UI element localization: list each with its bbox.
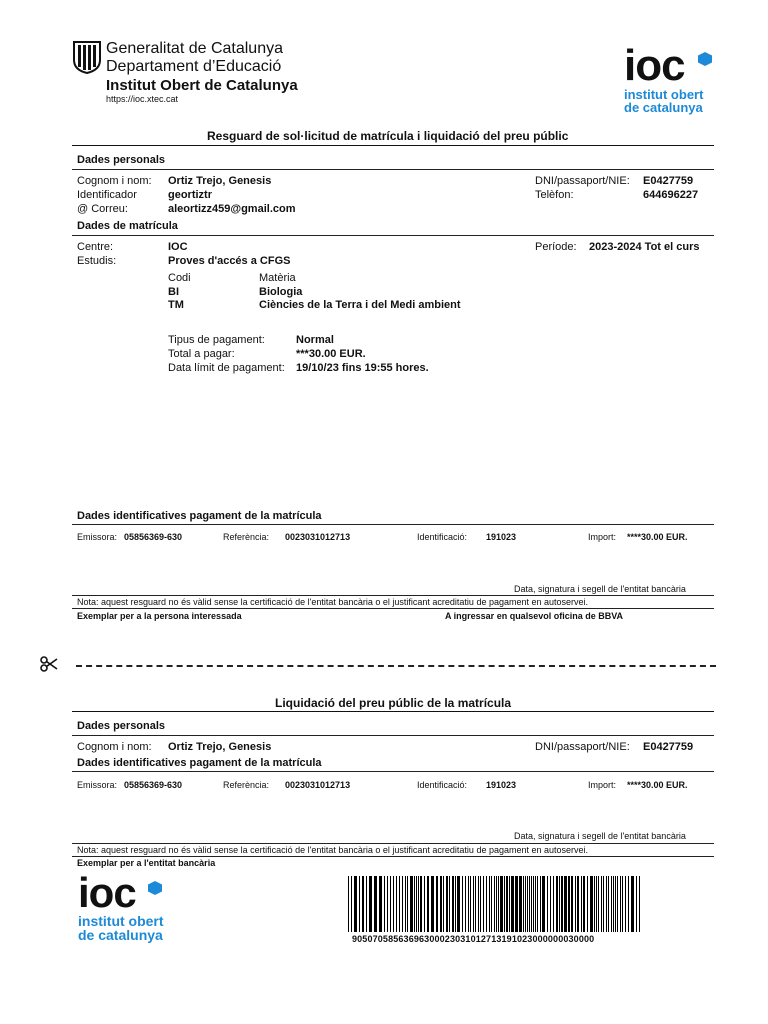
barcode-bar [515, 876, 518, 932]
divider [72, 235, 714, 236]
ioc-logo-sub1: institut obert [624, 87, 704, 102]
barcode-bar [455, 876, 456, 932]
barcode-bar [504, 876, 505, 932]
barcode-bar [405, 876, 406, 932]
divider [72, 169, 714, 170]
cut-line [76, 665, 716, 667]
barcode-bar [606, 876, 607, 932]
identification-value: 191023 [486, 780, 517, 790]
barcode-bar [639, 876, 640, 932]
barcode-bar [559, 876, 560, 932]
studies-value: Proves d'accés a CFGS [168, 255, 291, 267]
subject-name: Biologia [259, 286, 303, 298]
barcode-bar [379, 876, 382, 932]
divider [72, 608, 714, 609]
reference-value: 0023031012713 [285, 780, 351, 790]
barcode-bar [500, 876, 503, 932]
centre-value: IOC [168, 241, 188, 253]
ioc-logo [624, 41, 704, 115]
personal-heading: Dades personals [77, 720, 166, 732]
barcode-bar [527, 876, 528, 932]
barcode-bar [494, 876, 495, 932]
issuer-label: Emissora: [77, 532, 118, 542]
divider [72, 856, 714, 857]
barcode-bar [351, 876, 352, 932]
studies-label: Estudis: [77, 255, 117, 267]
barcode-bar [465, 876, 466, 932]
barcode-bar [452, 876, 454, 932]
reference-value: 0023031012713 [285, 532, 351, 542]
personal-heading: Dades personals [77, 154, 166, 166]
barcode-bar [577, 876, 579, 932]
barcode-bar [525, 876, 526, 932]
barcode-bar [486, 876, 487, 932]
barcode-bar [436, 876, 438, 932]
issuer-value: 05856369-630 [124, 780, 183, 790]
period-value: 2023-2024 Tot el curs [589, 241, 700, 253]
amount-value: ****30.00 EUR. [627, 780, 688, 790]
barcode-bar [446, 876, 448, 932]
barcode-bar [498, 876, 499, 932]
barcode-bar [431, 876, 434, 932]
barcode-bar [443, 876, 444, 932]
barcode-bar [420, 876, 422, 932]
ioc-logo-sub1: institut obert [78, 913, 164, 929]
barcode-bar [354, 876, 357, 932]
barcode-bar [440, 876, 442, 932]
dni-value: E0427759 [643, 741, 694, 753]
barcode-bar [615, 876, 616, 932]
barcode-bar [625, 876, 626, 932]
barcode-bar [462, 876, 463, 932]
barcode-bar [603, 876, 604, 932]
barcode-bar [568, 876, 570, 932]
barcode-bar [540, 876, 541, 932]
barcode-bar [636, 876, 637, 932]
barcode [346, 876, 642, 932]
barcode-bar [628, 876, 629, 932]
barcode-bar [553, 876, 554, 932]
barcode-bar [390, 876, 391, 932]
barcode-bar [590, 876, 593, 932]
institute-name: Institut Obert de Catalunya [106, 77, 298, 94]
barcode-bar [511, 876, 514, 932]
subjects-subject-header: Matèria [259, 272, 296, 284]
scissors-icon [40, 656, 58, 672]
barcode-bar [596, 876, 597, 932]
divider [72, 595, 714, 596]
barcode-bar [561, 876, 563, 932]
barcode-bar [480, 876, 481, 932]
identification-label: Identificació: [417, 780, 468, 790]
validity-note: Nota: aquest resguard no és vàlid sense la certificació de l'entitat bancària o el justificant acreditatiu de pagament en autoservei. [77, 845, 589, 855]
reference-label: Referència: [223, 532, 270, 542]
centre-label: Centre: [77, 241, 114, 253]
divider [72, 711, 714, 712]
barcode-bar [362, 876, 364, 932]
barcode-bar [581, 876, 582, 932]
amount-value: ****30.00 EUR. [627, 532, 688, 542]
deadline-label: Data límit de pagament: [168, 362, 285, 374]
name-label: Cognom i nom: [77, 741, 152, 753]
barcode-bar [537, 876, 538, 932]
email-label: @ Correu: [77, 203, 128, 215]
barcode-bar [468, 876, 469, 932]
receipt-title: Resguard de sol·licitud de matrícula i liquidació del preu públic [207, 129, 569, 143]
barcode-bar [496, 876, 497, 932]
barcode-bar [489, 876, 490, 932]
barcode-bar [369, 876, 372, 932]
barcode-bar [475, 876, 476, 932]
barcode-bar [414, 876, 415, 932]
copy-label: Exemplar per a la persona interessada [77, 611, 242, 621]
enrol-heading: Dades de matrícula [77, 220, 178, 232]
divider [72, 771, 714, 772]
barcode-bar [457, 876, 460, 932]
subject-name: Ciències de la Terra i del Medi ambient [259, 299, 461, 311]
ioc-logo-sub2: de catalunya [624, 100, 703, 115]
barcode-bar [547, 876, 548, 932]
barcode-bar [387, 876, 388, 932]
barcode-bar [407, 876, 408, 932]
barcode-bar [399, 876, 400, 932]
divider [72, 843, 714, 844]
pay-heading: Dades identificatives pagament de la matrícula [77, 757, 322, 769]
name-value: Ortiz Trejo, Genesis [168, 741, 272, 753]
divider [72, 524, 714, 525]
liquidation-title: Liquidació del preu públic de la matrícula [275, 696, 512, 710]
ioc-logo-sub2: de catalunya [78, 927, 163, 943]
barcode-bar [611, 876, 612, 932]
barcode-bar [509, 876, 510, 932]
barcode-bar [424, 876, 425, 932]
barcode-bar [575, 876, 576, 932]
bank-signature-label: Data, signatura i segell de l'entitat bancària [514, 831, 686, 841]
email-value: aleortizz459@gmail.com [168, 203, 296, 215]
bank-signature-label: Data, signatura i segell de l'entitat bancària [514, 584, 686, 594]
barcode-bar [556, 876, 558, 932]
validity-note: Nota: aquest resguard no és vàlid sense la certificació de l'entitat bancària o el justificant acreditatiu de pagament en autoservei. [77, 597, 589, 607]
barcode-number: 90507058563696300023031012713191023000000030000 [352, 934, 595, 944]
barcode-bar [427, 876, 429, 932]
barcode-bar [617, 876, 618, 932]
barcode-bar [598, 876, 599, 932]
barcode-bar [535, 876, 536, 932]
barcode-bar [523, 876, 524, 932]
barcode-bar [601, 876, 602, 932]
gov-department: Departament d’Educació [106, 58, 282, 75]
payment-type-value: Normal [296, 334, 334, 346]
dni-value: E0427759 [643, 175, 694, 187]
period-label: Període: [535, 241, 577, 253]
barcode-bar [506, 876, 508, 932]
barcode-bar [366, 876, 367, 932]
barcode-bar [410, 876, 413, 932]
barcode-bar [550, 876, 551, 932]
amount-label: Import: [588, 780, 617, 790]
total-label: Total a pagar: [168, 348, 235, 360]
total-value: ***30.00 EUR. [296, 348, 366, 360]
barcode-bar [608, 876, 609, 932]
ioc-logo [78, 869, 164, 943]
pay-heading: Dades identificatives pagament de la matrícula [77, 510, 322, 522]
phone-value: 644696227 [643, 189, 699, 201]
dni-label: DNI/passaport/NIE: [535, 741, 630, 753]
barcode-bar [393, 876, 394, 932]
generalitat-logo-icon [72, 40, 102, 74]
institute-url[interactable]: https://ioc.xtec.cat [106, 94, 179, 104]
barcode-bar [402, 876, 403, 932]
issuer-label: Emissora: [77, 780, 118, 790]
barcode-bar [396, 876, 397, 932]
subjects-code-header: Codi [168, 272, 191, 284]
barcode-bar [478, 876, 479, 932]
divider [72, 735, 714, 736]
divider [72, 145, 714, 146]
barcode-bar [449, 876, 450, 932]
barcode-bar [384, 876, 385, 932]
barcode-bar [620, 876, 621, 932]
barcode-bar [587, 876, 588, 932]
phone-label: Telèfon: [535, 189, 574, 201]
barcode-bar [531, 876, 532, 932]
subject-code: BI [168, 286, 179, 298]
identification-value: 191023 [486, 532, 517, 542]
amount-label: Import: [588, 532, 617, 542]
barcode-bar [613, 876, 614, 932]
subject-code: TM [168, 299, 184, 311]
bank-label: A ingressar en qualsevol oficina de BBVA [445, 611, 624, 621]
ioc-logo-text: ioc [624, 41, 685, 90]
barcode-bar [631, 876, 634, 932]
barcode-bar [571, 876, 573, 932]
barcode-bar [533, 876, 534, 932]
barcode-bar [374, 876, 377, 932]
name-value: Ortiz Trejo, Genesis [168, 175, 272, 187]
barcode-bar [529, 876, 530, 932]
gov-name: Generalitat de Catalunya [106, 40, 283, 57]
reference-label: Referència: [223, 780, 270, 790]
barcode-bar [470, 876, 471, 932]
payment-type-label: Tipus de pagament: [168, 334, 265, 346]
deadline-value: 19/10/23 fins 19:55 hores. [296, 362, 429, 374]
barcode-bar [491, 876, 492, 932]
issuer-value: 05856369-630 [124, 532, 183, 542]
name-label: Cognom i nom: [77, 175, 152, 187]
id-value: geortiztr [168, 189, 212, 201]
barcode-bar [418, 876, 419, 932]
barcode-bar [622, 876, 623, 932]
id-label: Identificador [77, 189, 137, 201]
barcode-bar [542, 876, 545, 932]
barcode-bar [483, 876, 484, 932]
barcode-bar [473, 876, 474, 932]
barcode-bar [359, 876, 360, 932]
copy-label: Exemplar per a l'entitat bancària [77, 858, 216, 868]
barcode-bar [348, 876, 349, 932]
dni-label: DNI/passaport/NIE: [535, 175, 630, 187]
barcode-bar [564, 876, 567, 932]
barcode-bar [583, 876, 585, 932]
ioc-logo-text: ioc [78, 869, 136, 916]
barcode-bar [519, 876, 522, 932]
identification-label: Identificació: [417, 532, 468, 542]
barcode-bar [594, 876, 595, 932]
barcode-bar [416, 876, 417, 932]
